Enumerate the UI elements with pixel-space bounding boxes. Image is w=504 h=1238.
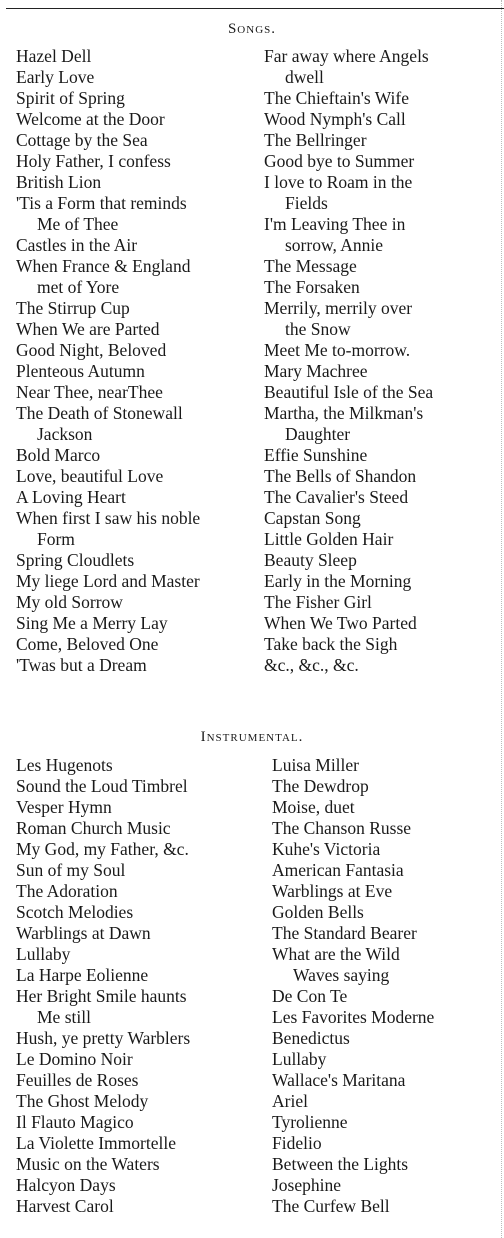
list-item: [264, 88, 433, 109]
list-item: [264, 655, 433, 676]
title-line: The Dewdrop: [272, 776, 369, 796]
title-continuation: Me still: [37, 1007, 91, 1027]
list-item: [272, 776, 434, 797]
title-line: Little Golden Hair: [264, 529, 394, 549]
title-line: Plenteous Autumn: [16, 361, 145, 381]
title-line: I love to Roam in the: [264, 172, 413, 192]
list-item: [16, 1028, 190, 1049]
title-line: Spirit of Spring: [16, 88, 125, 108]
title-line: Moise, duet: [272, 797, 355, 817]
title-line: The Fisher Girl: [264, 592, 372, 612]
list-item: [264, 277, 433, 298]
title-line: Warblings at Eve: [272, 881, 393, 901]
title-line: Ariel: [272, 1091, 308, 1111]
title-line: Wood Nymph's Call: [264, 109, 406, 129]
list-item: [16, 361, 200, 382]
title-line: Feuilles de Roses: [16, 1070, 139, 1090]
title-line: Castles in the Air: [16, 235, 138, 255]
list-item: [272, 860, 434, 881]
list-item: [272, 1154, 434, 1175]
title-line: Lullaby: [16, 944, 71, 964]
title-line: Vesper Hymn: [16, 797, 112, 817]
list-item: [16, 445, 200, 466]
title-line: De Con Te: [272, 986, 348, 1006]
title-line: My old Sorrow: [16, 592, 123, 612]
list-item: [16, 172, 200, 193]
list-item: [264, 403, 433, 445]
title-line: Il Flauto Magico: [16, 1112, 134, 1132]
list-item: [272, 902, 434, 923]
list-item: [272, 944, 434, 986]
title-line: The Forsaken: [264, 277, 360, 297]
list-item: [16, 881, 190, 902]
title-line: Warblings at Dawn: [16, 923, 151, 943]
list-item: [16, 818, 190, 839]
title-line: Effie Sunshine: [264, 445, 368, 465]
title-line: Luisa Miller: [272, 755, 359, 775]
title-line: Josephine: [272, 1175, 342, 1195]
list-item: [264, 571, 433, 592]
list-item: [264, 634, 433, 655]
list-item: [16, 1154, 190, 1175]
title-line: When We are Parted: [16, 319, 160, 339]
instrumental-left-column: [16, 755, 190, 1217]
title-line: My liege Lord and Master: [16, 571, 200, 591]
list-item: [264, 529, 433, 550]
list-item: [16, 193, 200, 235]
list-item: [16, 487, 200, 508]
list-item: [16, 986, 190, 1028]
title-line: The Ghost Melody: [16, 1091, 149, 1111]
title-line: Holy Father, I confess: [16, 151, 171, 171]
list-item: [16, 571, 200, 592]
songs-left-column: [16, 46, 200, 676]
list-item: [272, 1112, 434, 1133]
title-line: &c., &c., &c.: [264, 655, 359, 675]
title-line: Music on the Waters: [16, 1154, 160, 1174]
title-line: Mary Machree: [264, 361, 368, 381]
list-item: [16, 340, 200, 361]
list-item: [16, 965, 190, 986]
title-line: What are the Wild: [272, 944, 400, 964]
title-continuation: met of Yore: [37, 277, 120, 297]
list-item: [16, 109, 200, 130]
title-line: Beauty Sleep: [264, 550, 357, 570]
list-item: [264, 550, 433, 571]
title-line: The Cavalier's Steed: [264, 487, 409, 507]
title-line: The Chieftain's Wife: [264, 88, 409, 108]
title-line: American Fantasia: [272, 860, 404, 880]
list-item: [272, 1070, 434, 1091]
title-continuation: dwell: [285, 67, 324, 87]
title-line: Sound the Loud Timbrel: [16, 776, 188, 796]
title-line: 'Twas but a Dream: [16, 655, 147, 675]
title-line: I'm Leaving Thee in: [264, 214, 406, 234]
title-line: Scotch Melodies: [16, 902, 134, 922]
title-line: A Loving Heart: [16, 487, 126, 507]
title-line: Martha, the Milkman's: [264, 403, 424, 423]
list-item: [16, 88, 200, 109]
list-item: [16, 613, 200, 634]
list-item: [264, 361, 433, 382]
list-item: [272, 1196, 434, 1217]
title-continuation: Fields: [285, 193, 328, 213]
list-item: [272, 839, 434, 860]
title-line: Early in the Morning: [264, 571, 412, 591]
list-item: [16, 923, 190, 944]
list-item: [16, 403, 200, 445]
list-item: [16, 466, 200, 487]
songs-heading: Songs.: [227, 21, 277, 37]
title-line: La Harpe Eolienne: [16, 965, 149, 985]
title-line: Near Thee, nearThee: [16, 382, 163, 402]
list-item: [16, 902, 190, 923]
title-line: The Message: [264, 256, 357, 276]
list-item: [264, 46, 433, 88]
list-item: [264, 130, 433, 151]
title-line: Good Night, Beloved: [16, 340, 167, 360]
title-continuation: Me of Thee: [37, 214, 119, 234]
title-line: Between the Lights: [272, 1154, 409, 1174]
list-item: [16, 1133, 190, 1154]
title-continuation: Form: [37, 529, 75, 549]
list-item: [272, 1091, 434, 1112]
title-line: Golden Bells: [272, 902, 364, 922]
list-item: [16, 1091, 190, 1112]
top-rule: [6, 8, 504, 9]
list-item: [264, 340, 433, 361]
list-item: [272, 1028, 434, 1049]
title-line: The Curfew Bell: [272, 1196, 390, 1216]
list-item: [264, 592, 433, 613]
title-line: The Bellringer: [264, 130, 367, 150]
title-line: Take back the Sigh: [264, 634, 398, 654]
list-item: [264, 109, 433, 130]
title-line: Capstan Song: [264, 508, 361, 528]
title-line: When We Two Parted: [264, 613, 417, 633]
list-item: [16, 655, 200, 676]
list-item: [16, 382, 200, 403]
title-line: Benedictus: [272, 1028, 350, 1048]
title-line: Sun of my Soul: [16, 860, 126, 880]
list-item: [272, 1133, 434, 1154]
title-line: 'Tis a Form that reminds: [16, 193, 187, 213]
title-continuation: Daughter: [285, 424, 351, 444]
title-continuation: sorrow, Annie: [285, 235, 384, 255]
title-line: Tyrolienne: [272, 1112, 348, 1132]
title-line: Merrily, merrily over: [264, 298, 413, 318]
title-line: Roman Church Music: [16, 818, 171, 838]
list-item: [16, 1049, 190, 1070]
list-item: [272, 1175, 434, 1196]
title-line: Harvest Carol: [16, 1196, 114, 1216]
list-item: [16, 839, 190, 860]
title-line: The Death of Stonewall: [16, 403, 183, 423]
list-item: [16, 776, 190, 797]
list-item: [264, 613, 433, 634]
list-item: [264, 382, 433, 403]
title-line: Far away where Angels: [264, 46, 429, 66]
list-item: [264, 487, 433, 508]
songs-right-column: [264, 46, 433, 676]
title-line: Hazel Dell: [16, 46, 92, 66]
list-item: [264, 172, 433, 214]
list-item: [16, 592, 200, 613]
title-line: Halcyon Days: [16, 1175, 116, 1195]
title-line: Good bye to Summer: [264, 151, 415, 171]
title-line: My God, my Father, &c.: [16, 839, 189, 859]
title-line: Come, Beloved One: [16, 634, 159, 654]
title-line: Hush, ye pretty Warblers: [16, 1028, 191, 1048]
title-line: The Standard Bearer: [272, 923, 417, 943]
list-item: [264, 214, 433, 256]
list-item: [16, 944, 190, 965]
title-line: Early Love: [16, 67, 95, 87]
list-item: [264, 466, 433, 487]
list-item: [272, 755, 434, 776]
list-item: [272, 986, 434, 1007]
list-item: [16, 860, 190, 881]
title-line: Cottage by the Sea: [16, 130, 148, 150]
title-line: Sing Me a Merry Lay: [16, 613, 168, 633]
title-line: Lullaby: [272, 1049, 327, 1069]
title-line: Spring Cloudlets: [16, 550, 135, 570]
title-line: The Chanson Russe: [272, 818, 412, 838]
page-edge: [501, 0, 502, 1238]
list-item: [16, 1196, 190, 1217]
list-item: [16, 1175, 190, 1196]
list-item: [16, 755, 190, 776]
title-line: Her Bright Smile haunts: [16, 986, 187, 1006]
list-item: [264, 508, 433, 529]
title-line: Les Favorites Moderne: [272, 1007, 435, 1027]
title-line: When first I saw his noble: [16, 508, 201, 528]
list-item: [16, 298, 200, 319]
title-line: Fidelio: [272, 1133, 322, 1153]
list-item: [272, 881, 434, 902]
title-line: Meet Me to-morrow.: [264, 340, 411, 360]
list-item: [272, 797, 434, 818]
list-item: [264, 298, 433, 340]
list-item: [272, 923, 434, 944]
title-line: The Stirrup Cup: [16, 298, 130, 318]
title-line: La Violette Immortelle: [16, 1133, 176, 1153]
list-item: [16, 256, 200, 298]
list-item: [16, 508, 200, 550]
list-item: [264, 151, 433, 172]
list-item: [264, 445, 433, 466]
title-line: Kuhe's Victoria: [272, 839, 381, 859]
title-continuation: Waves saying: [293, 965, 390, 985]
title-line: Le Domino Noir: [16, 1049, 133, 1069]
list-item: [16, 634, 200, 655]
list-item: [16, 1070, 190, 1091]
instrumental-heading: Instrumental.: [200, 729, 304, 745]
title-line: Bold Marco: [16, 445, 101, 465]
title-line: British Lion: [16, 172, 102, 192]
list-item: [16, 151, 200, 172]
title-continuation: the Snow: [285, 319, 351, 339]
title-line: The Adoration: [16, 881, 118, 901]
list-item: [272, 1007, 434, 1028]
title-line: Beautiful Isle of the Sea: [264, 382, 434, 402]
list-item: [16, 67, 200, 88]
title-line: Welcome at the Door: [16, 109, 165, 129]
list-item: [16, 235, 200, 256]
list-item: [16, 797, 190, 818]
title-line: The Bells of Shandon: [264, 466, 417, 486]
list-item: [16, 130, 200, 151]
list-item: [264, 256, 433, 277]
list-item: [272, 1049, 434, 1070]
list-item: [16, 550, 200, 571]
instrumental-right-column: [272, 755, 434, 1217]
title-continuation: Jackson: [37, 424, 93, 444]
title-line: Wallace's Maritana: [272, 1070, 406, 1090]
title-line: Love, beautiful Love: [16, 466, 164, 486]
title-line: Les Hugenots: [16, 755, 113, 775]
title-line: When France & England: [16, 256, 191, 276]
list-item: [16, 46, 200, 67]
list-item: [16, 319, 200, 340]
list-item: [16, 1112, 190, 1133]
list-item: [272, 818, 434, 839]
